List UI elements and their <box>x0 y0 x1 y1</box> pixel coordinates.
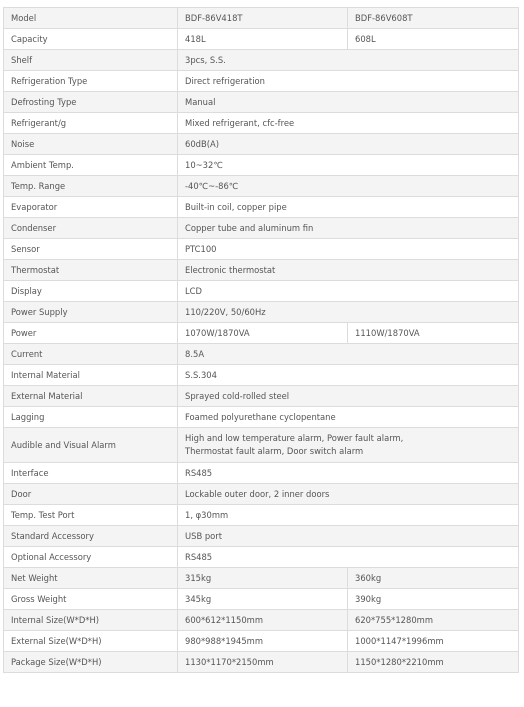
value-cell: 110/220V, 50/60Hz <box>178 302 519 323</box>
table-row-power <box>4 323 519 344</box>
value-cell: Electronic thermostat <box>178 260 519 281</box>
row-label: Defrosting Type <box>4 92 178 113</box>
value-cell: RS485 <box>178 547 519 568</box>
table-row-refrigerant <box>4 113 519 134</box>
row-label: Thermostat <box>4 260 178 281</box>
value-cell-net-weight-a: 315kg <box>178 568 348 589</box>
table-row-sensor <box>4 239 519 260</box>
table-row-temp-range <box>4 176 519 197</box>
table-row-internal-material <box>4 365 519 386</box>
value-cell-gross-weight-a: 345kg <box>178 589 348 610</box>
table-row-shelf <box>4 50 519 71</box>
value-cell-package-size-a: 1130*1170*2150mm <box>178 652 348 673</box>
table-row-net-weight <box>4 568 519 589</box>
value-cell-internal-size-b: 620*755*1280mm <box>348 610 519 631</box>
alarm-line-1: High and low temperature alarm, Power fault alarm, <box>185 433 404 443</box>
table-row-defrosting-type <box>4 92 519 113</box>
row-label: Net Weight <box>4 568 178 589</box>
row-label: Package Size(W*D*H) <box>4 652 178 673</box>
value-cell <box>178 428 519 463</box>
value-cell: S.S.304 <box>178 365 519 386</box>
table-row-interface <box>4 463 519 484</box>
alarm-line-2: Thermostat fault alarm, Door switch alarm <box>185 446 364 456</box>
table-row-noise <box>4 134 519 155</box>
row-label: Temp. Test Port <box>4 505 178 526</box>
value-cell-external-size-a: 980*988*1945mm <box>178 631 348 652</box>
row-label: Capacity <box>4 29 178 50</box>
value-cell: RS485 <box>178 463 519 484</box>
row-label: Ambient Temp. <box>4 155 178 176</box>
value-cell-internal-size-a: 600*612*1150mm <box>178 610 348 631</box>
row-label: Model <box>4 8 178 29</box>
row-label: Audible and Visual Alarm <box>4 428 178 463</box>
table-row-alarm <box>4 428 519 463</box>
row-label: Power Supply <box>4 302 178 323</box>
table-row-thermostat <box>4 260 519 281</box>
table-row-evaporator <box>4 197 519 218</box>
value-cell-power-b: 1110W/1870VA <box>348 323 519 344</box>
table-row-external-size <box>4 631 519 652</box>
row-label: Lagging <box>4 407 178 428</box>
value-cell: Direct refrigeration <box>178 71 519 92</box>
table-row-temp-test-port <box>4 505 519 526</box>
row-label: Refrigerant/g <box>4 113 178 134</box>
row-label: Internal Material <box>4 365 178 386</box>
value-cell-capacity-b: 608L <box>348 29 519 50</box>
row-label: Temp. Range <box>4 176 178 197</box>
value-cell-model-b: BDF-86V608T <box>348 8 519 29</box>
value-cell-capacity-a: 418L <box>178 29 348 50</box>
table-row-lagging <box>4 407 519 428</box>
row-label: Display <box>4 281 178 302</box>
table-row-internal-size <box>4 610 519 631</box>
value-cell: Manual <box>178 92 519 113</box>
row-label: Refrigeration Type <box>4 71 178 92</box>
value-cell: USB port <box>178 526 519 547</box>
value-cell: Foamed polyurethane cyclopentane <box>178 407 519 428</box>
table-row-package-size <box>4 652 519 673</box>
value-cell-package-size-b: 1150*1280*2210mm <box>348 652 519 673</box>
value-cell: 3pcs, S.S. <box>178 50 519 71</box>
value-cell-power-a: 1070W/1870VA <box>178 323 348 344</box>
table-row-refrigeration-type <box>4 71 519 92</box>
value-cell: LCD <box>178 281 519 302</box>
row-label: External Size(W*D*H) <box>4 631 178 652</box>
row-label: Door <box>4 484 178 505</box>
table-row-power-supply <box>4 302 519 323</box>
value-cell: Mixed refrigerant, cfc-free <box>178 113 519 134</box>
table-row-standard-accessory <box>4 526 519 547</box>
value-cell: -40℃~-86℃ <box>178 176 519 197</box>
value-cell: Copper tube and aluminum fin <box>178 218 519 239</box>
row-label: Current <box>4 344 178 365</box>
table-row-display <box>4 281 519 302</box>
row-label: Shelf <box>4 50 178 71</box>
table-row-external-material <box>4 386 519 407</box>
value-cell: Built-in coil, copper pipe <box>178 197 519 218</box>
value-cell: Sprayed cold-rolled steel <box>178 386 519 407</box>
value-cell-external-size-b: 1000*1147*1996mm <box>348 631 519 652</box>
row-label: Noise <box>4 134 178 155</box>
value-cell-model-a: BDF-86V418T <box>178 8 348 29</box>
row-label: Optional Accessory <box>4 547 178 568</box>
row-label: Power <box>4 323 178 344</box>
value-cell: PTC100 <box>178 239 519 260</box>
value-cell: 60dB(A) <box>178 134 519 155</box>
table-row-model <box>4 8 519 29</box>
table-row-gross-weight <box>4 589 519 610</box>
value-cell-gross-weight-b: 390kg <box>348 589 519 610</box>
table-row-optional-accessory <box>4 547 519 568</box>
table-row-condenser <box>4 218 519 239</box>
table-row-current <box>4 344 519 365</box>
spec-table <box>3 7 519 673</box>
value-cell: 1, φ30mm <box>178 505 519 526</box>
table-row-door <box>4 484 519 505</box>
row-label: Interface <box>4 463 178 484</box>
row-label: Gross Weight <box>4 589 178 610</box>
row-label: Sensor <box>4 239 178 260</box>
row-label: Evaporator <box>4 197 178 218</box>
row-label: Standard Accessory <box>4 526 178 547</box>
value-cell-net-weight-b: 360kg <box>348 568 519 589</box>
value-cell: Lockable outer door, 2 inner doors <box>178 484 519 505</box>
spec-table-container <box>3 7 518 673</box>
row-label: Internal Size(W*D*H) <box>4 610 178 631</box>
row-label: Condenser <box>4 218 178 239</box>
row-label: External Material <box>4 386 178 407</box>
value-cell: 8.5A <box>178 344 519 365</box>
value-cell: 10~32℃ <box>178 155 519 176</box>
table-row-ambient-temp <box>4 155 519 176</box>
table-row-capacity <box>4 29 519 50</box>
